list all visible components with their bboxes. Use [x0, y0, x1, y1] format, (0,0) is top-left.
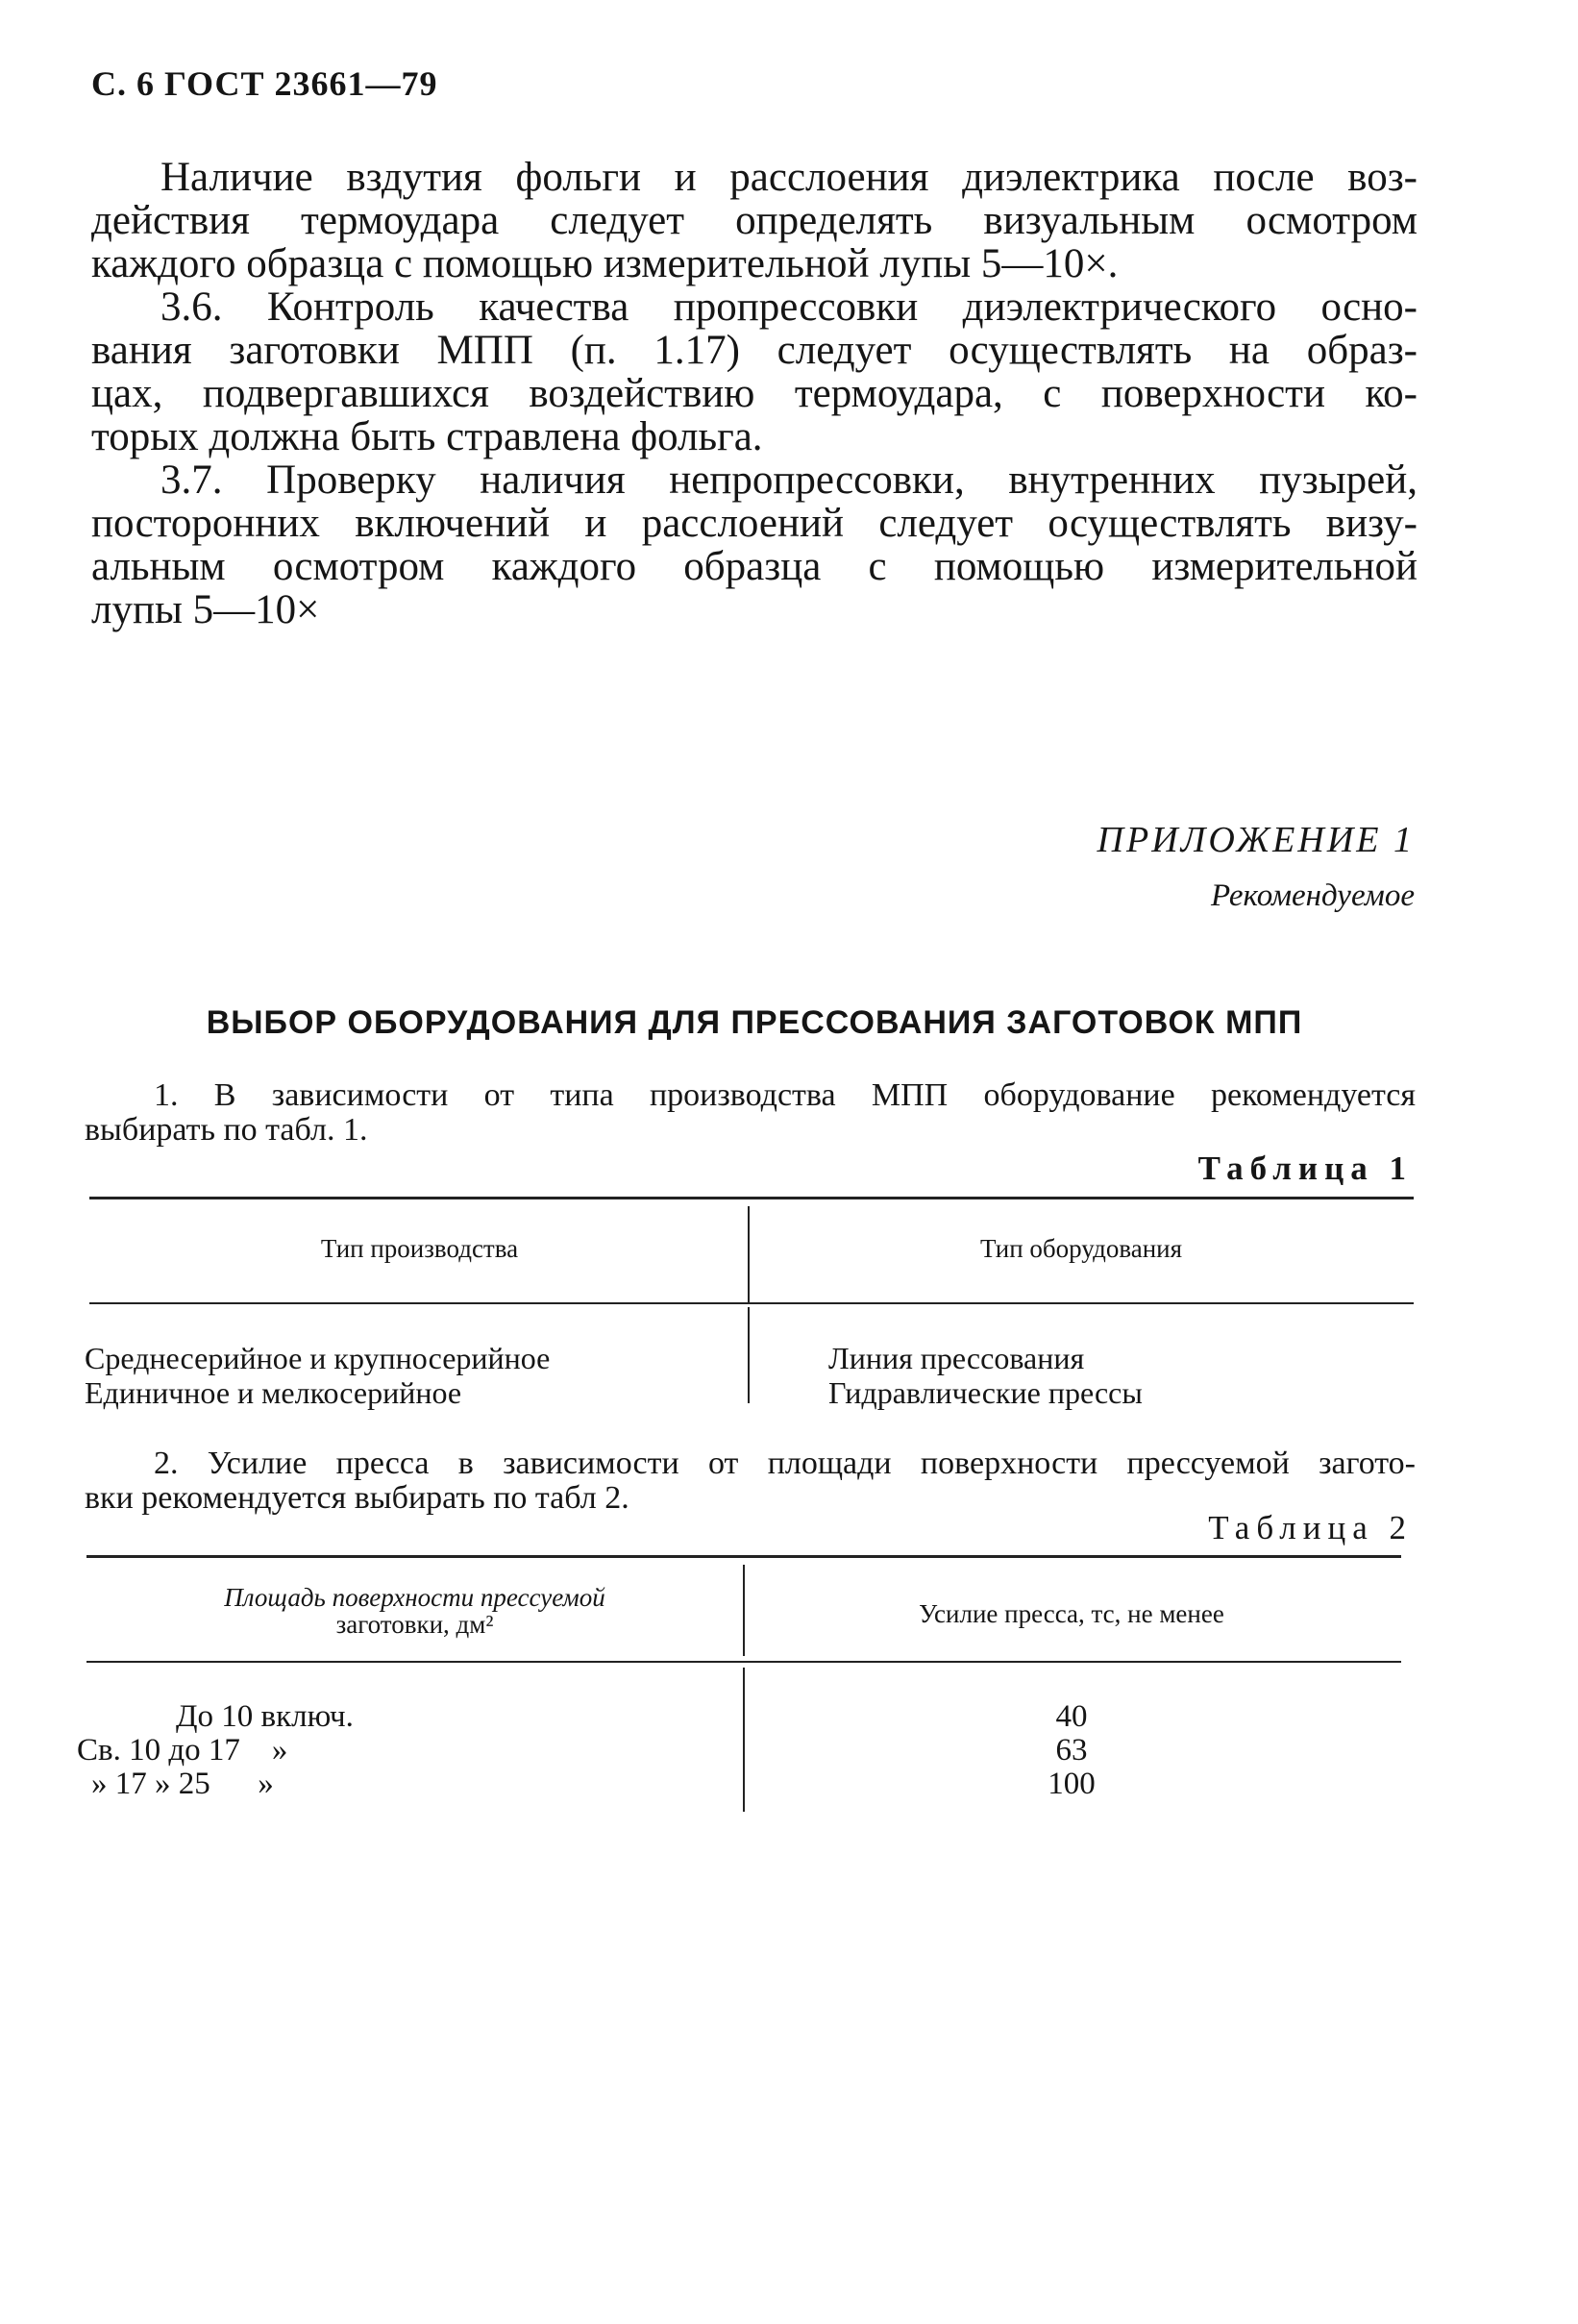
- appendix-subtitle: Рекомендуемое: [1210, 878, 1415, 913]
- table-cell: Среднесерийное и крупносерийное: [85, 1341, 551, 1375]
- table-cell: Св. 10 до 17 »: [77, 1733, 288, 1768]
- text-line: 2. Усилие пресса в зависимости от площади поверхности прессуемой загото-: [154, 1446, 1416, 1481]
- table2-label: Таблица 2: [1208, 1509, 1413, 1546]
- table1-label: Таблица 1: [1197, 1150, 1413, 1187]
- text-line: альным осмотром каждого образца с помощью измерительной: [91, 544, 1418, 589]
- text-line: 3.7. Проверку наличия непропрессовки, внутренних пузырей,: [160, 457, 1418, 503]
- text-line: 3.6. Контроль качества пропрессовки диэлектрического осно-: [160, 284, 1418, 330]
- text-line: каждого образца с помощью измерительной лупы 5—10×.: [91, 241, 1119, 286]
- text-line: вания заготовки МПП (п. 1.17) следует осуществлять на образ-: [91, 328, 1418, 373]
- paragraph-3-7: [91, 458, 1418, 631]
- table2-header-line: заготовки, дм²: [335, 1610, 494, 1639]
- text-line: цах, подвергавшихся воздействию термоудара, с поверхности ко-: [91, 371, 1418, 416]
- text-line: вки рекомендуется выбирать по табл 2.: [85, 1480, 629, 1516]
- text-line: 1. В зависимости от типа производства МПП оборудование рекомендуется: [154, 1077, 1416, 1113]
- paragraph-foil-inspection: [91, 156, 1418, 285]
- text-line: посторонних включений и расслоений следует осуществлять визу-: [91, 501, 1418, 546]
- table2-header-rule: [86, 1661, 1401, 1663]
- table2-header-area: [86, 1584, 743, 1638]
- table-cell: До 10 включ.: [176, 1699, 354, 1734]
- table-cell: 100: [1048, 1767, 1096, 1801]
- table-cell: Гидравлические прессы: [828, 1375, 1143, 1410]
- text-line: лупы 5—10×: [91, 587, 320, 632]
- text-line: Наличие вздутия фольги и расслоения диэлектрика после воз-: [160, 155, 1418, 200]
- section-title: ВЫБОР ОБОРУДОВАНИЯ ДЛЯ ПРЕССОВАНИЯ ЗАГОТОВОК МПП: [206, 1004, 1303, 1041]
- table2-header-line: Площадь поверхности прессуемой: [224, 1583, 605, 1612]
- table1-column-divider-body: [748, 1307, 750, 1403]
- table1-top-rule: [89, 1197, 1414, 1199]
- table2-top-rule: [86, 1555, 1401, 1558]
- table-cell: » 17 » 25 »: [91, 1767, 274, 1801]
- table2-column-divider-body: [743, 1668, 745, 1812]
- appendix-title: ПРИЛОЖЕНИЕ 1: [1097, 820, 1415, 860]
- text-line: выбирать по табл. 1.: [85, 1112, 368, 1148]
- table1-header-production-type: Тип производства: [320, 1234, 519, 1263]
- text-line: торых должна быть стравлена фольга.: [91, 414, 763, 459]
- table-cell: Единичное и мелкосерийное: [85, 1375, 462, 1410]
- table-cell: 63: [1055, 1733, 1088, 1768]
- text-line: действия термоудара следует определять визуальным осмотром: [91, 198, 1418, 243]
- item-1: [85, 1078, 1416, 1148]
- table-cell: 40: [1055, 1699, 1088, 1734]
- item-2: [85, 1446, 1416, 1516]
- page-header: С. 6 ГОСТ 23661—79: [91, 64, 438, 103]
- table1-header-rule: [89, 1302, 1414, 1304]
- table1-header-equipment-type: Тип оборудования: [979, 1234, 1183, 1263]
- table2-header-force: Усилие пресса, тс, не менее: [919, 1599, 1224, 1628]
- table-cell: Линия прессования: [828, 1341, 1085, 1375]
- paragraph-3-6: [91, 285, 1418, 458]
- appendix-heading: [934, 819, 1415, 914]
